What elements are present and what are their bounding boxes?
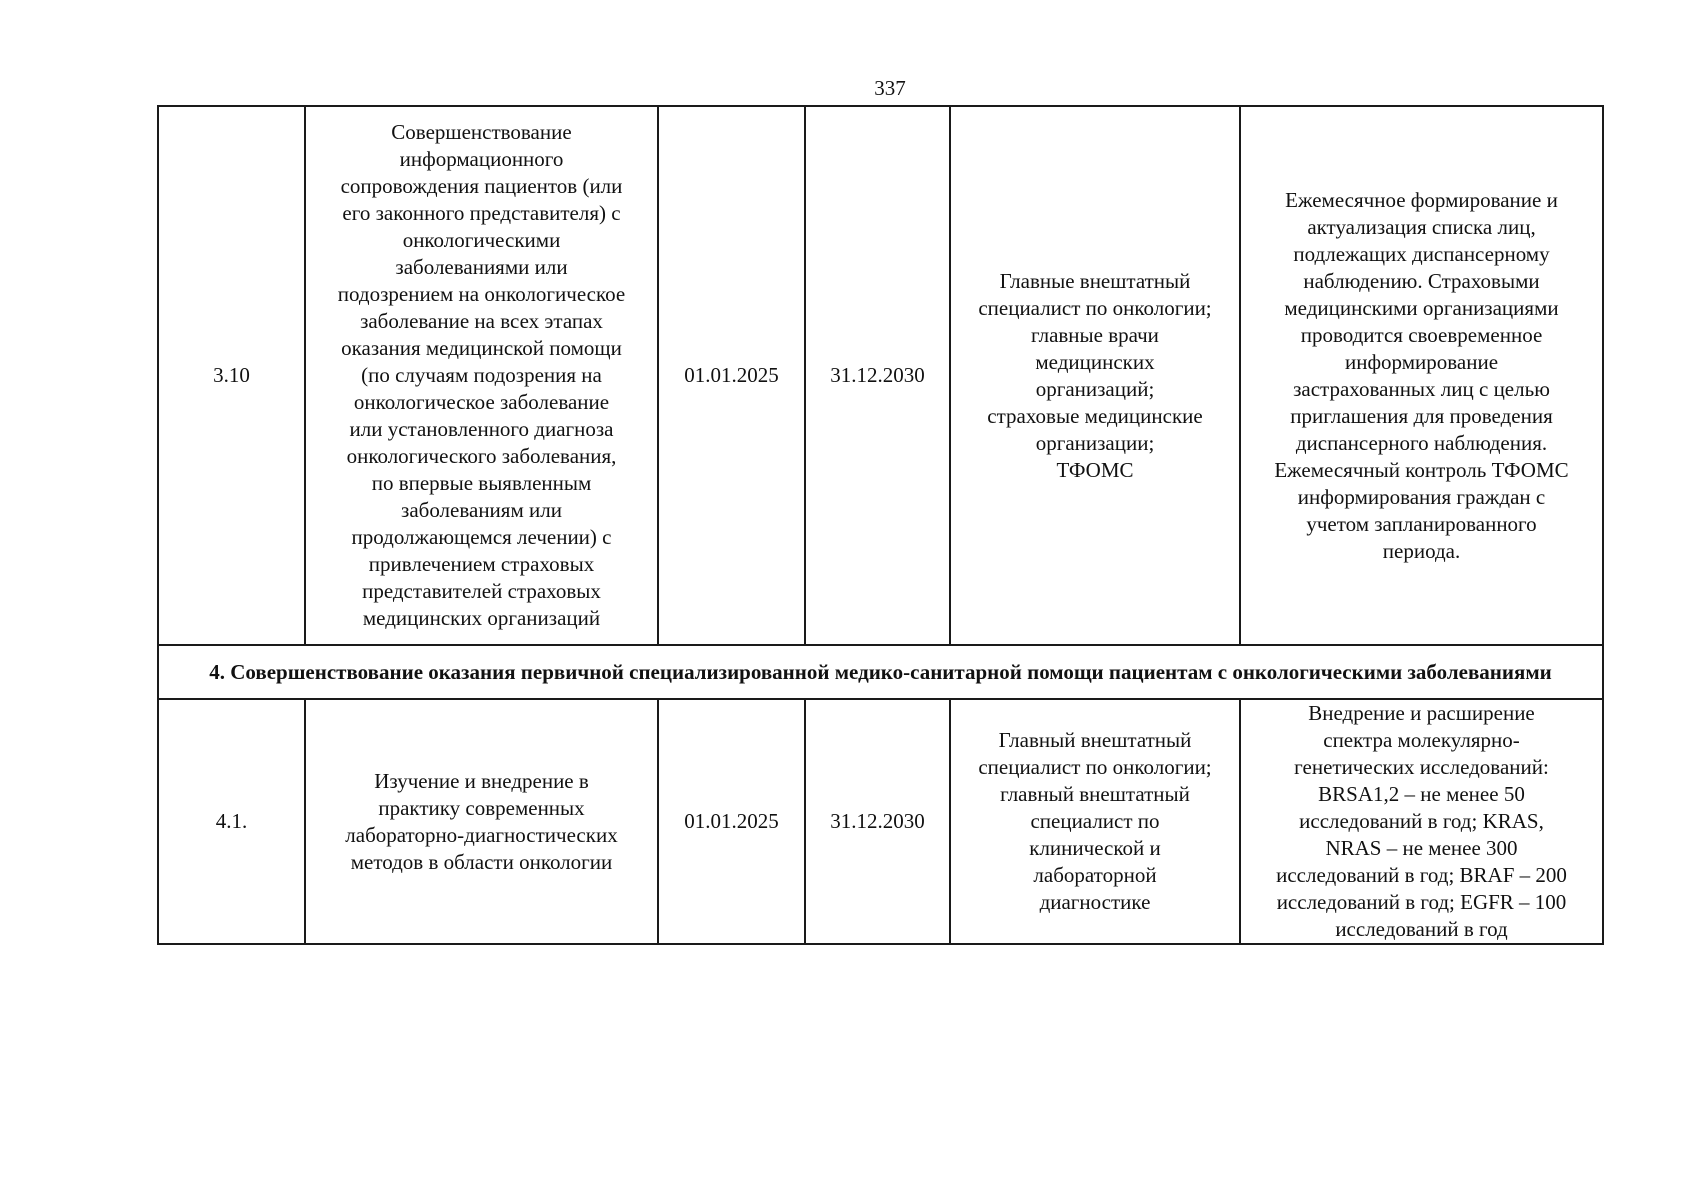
activity-plan-table	[157, 105, 1604, 945]
result-cell: Ежемесячное формирование и актуализация списка лиц, подлежащих диспансерному наблюдению. Страховыми медицинскими организациями проводится своевременное информирование застрахованных лиц с целью приглашения для проведения диспансерного наблюдения. Ежемесячный контроль ТФОМС информирования граждан с учетом запланированного периода.	[1240, 106, 1603, 645]
measure-cell: Изучение и внедрение в практику современных лабораторно-диагностических методов в области онкологии	[305, 699, 658, 944]
start-date-cell: 01.01.2025	[658, 699, 805, 944]
responsible-cell: Главный внештатный специалист по онкологии; главный внештатный специалист по клинической и лабораторной диагностике	[950, 699, 1240, 944]
row-number-cell: 3.10	[158, 106, 305, 645]
measure-cell: Совершенствование информационного сопровождения пациентов (или его законного представителя) с онкологическими заболеваниями или подозрением на онкологическое заболевание на всех этапах оказания медицинской помощи (по случаям подозрения на онкологическое заболевание или установленного диагноза онкологического заболевания, по впервые выявленным заболеваниям или продолжающемся лечении) с привлечением страховых представителей страховых медицинских организаций	[305, 106, 658, 645]
row-number-cell: 4.1.	[158, 699, 305, 944]
table-row	[158, 699, 1603, 944]
table-row	[158, 106, 1603, 645]
page-number: 337	[874, 76, 906, 100]
result-cell: Внедрение и расширение спектра молекулярно- генетических исследований: BRSA1,2 – не менее 50 исследований в год; KRAS, NRAS – не менее 300 исследований в год; BRAF – 200 исследований в год; EGFR – 100 исследований в год	[1240, 699, 1603, 944]
end-date-cell: 31.12.2030	[805, 699, 950, 944]
section-title: 4. Совершенствование оказания первичной специализированной медико-санитарной помощи пациентам с онкологическими заболеваниями	[158, 645, 1603, 699]
start-date-cell: 01.01.2025	[658, 106, 805, 645]
end-date-cell: 31.12.2030	[805, 106, 950, 645]
section-header-row	[158, 645, 1603, 699]
responsible-cell: Главные внештатный специалист по онкологии; главные врачи медицинских организаций; страховые медицинские организации; ТФОМС	[950, 106, 1240, 645]
